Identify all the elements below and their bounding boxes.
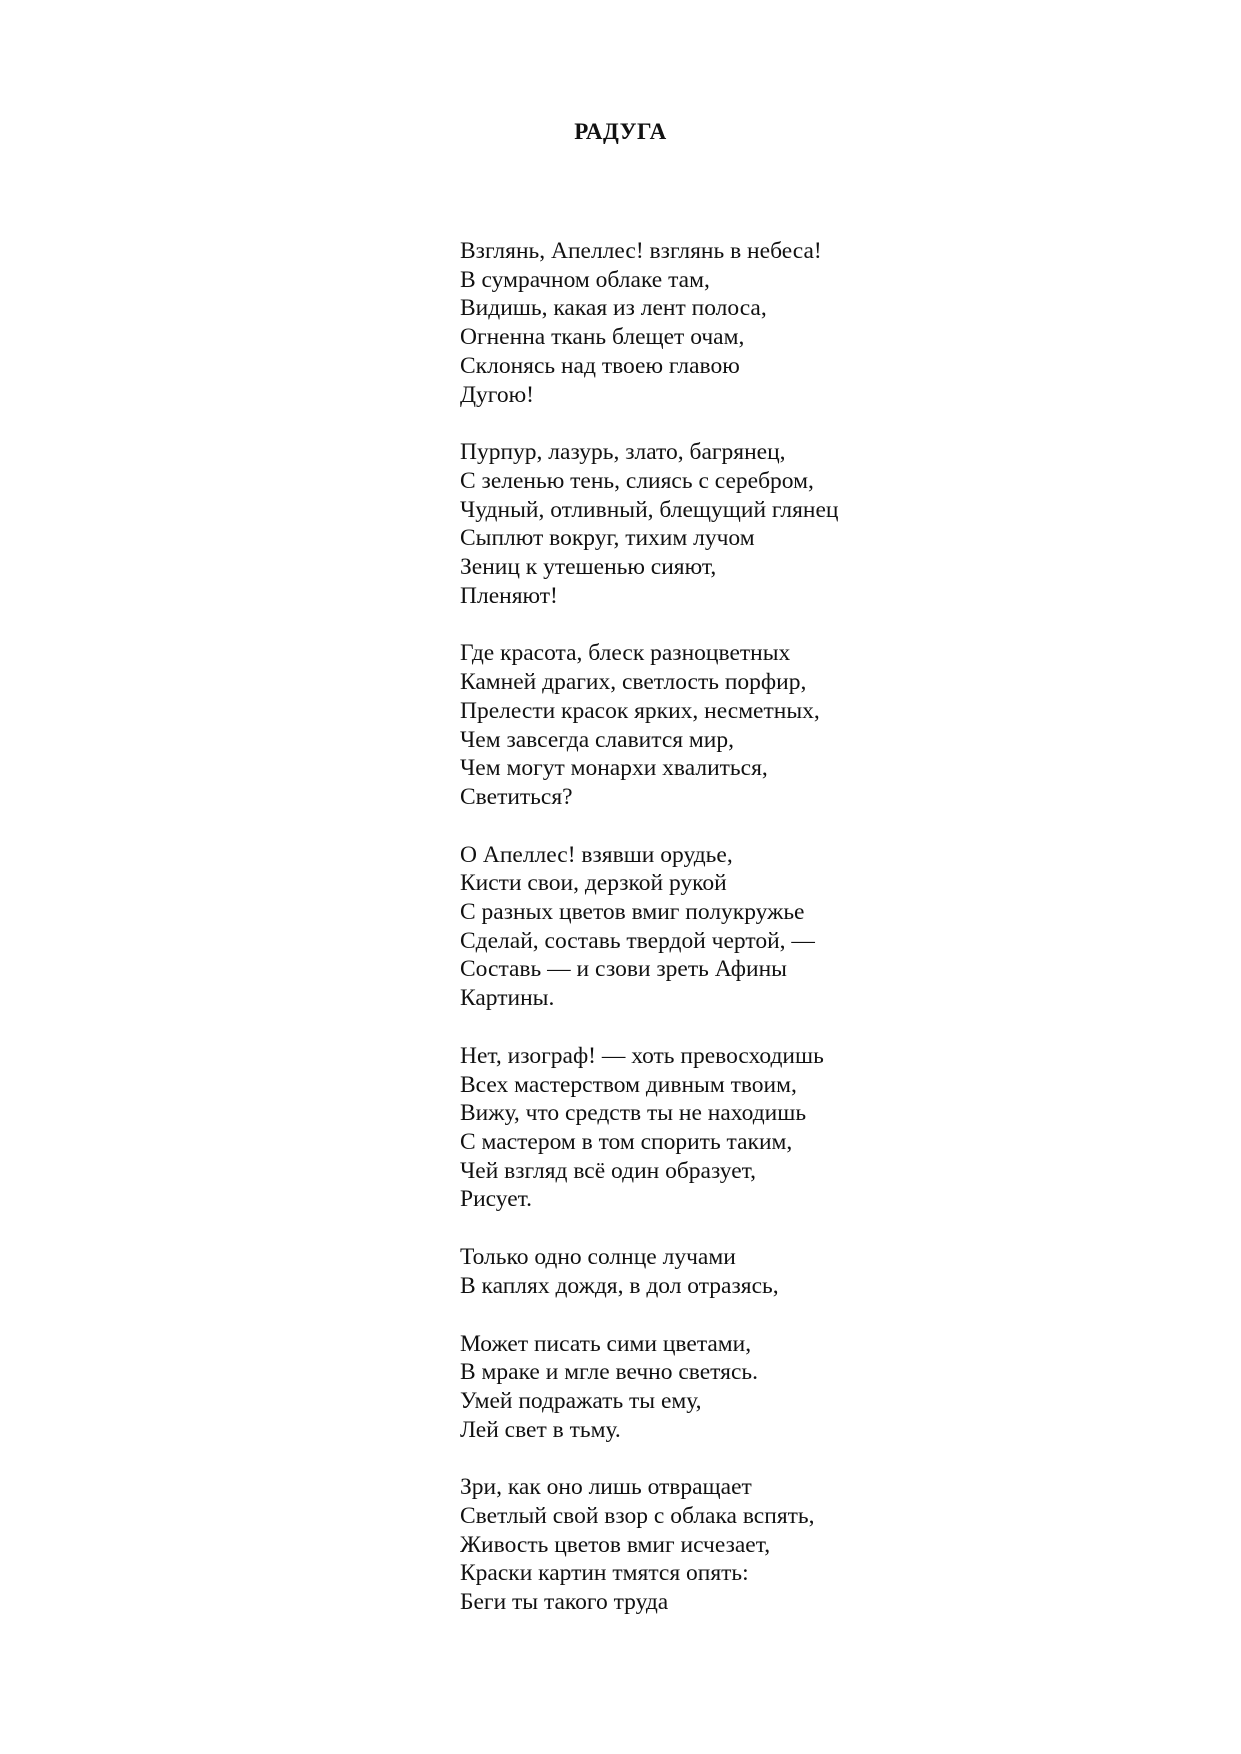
poem-line: Сыплют вокруг, тихим лучом xyxy=(460,525,755,552)
poem-line: В каплях дождя, в дол отразясь, xyxy=(460,1272,779,1299)
poem-line: Чей взгляд всё один образует, xyxy=(460,1157,757,1184)
poem-line: Всех мастерством дивным твоим, xyxy=(460,1071,797,1098)
poem-line: В мраке и мгле вечно светясь. xyxy=(460,1359,758,1386)
stanza-4 xyxy=(460,841,1100,1013)
poem-line: Живость цветов вмиг исчезает, xyxy=(460,1531,771,1558)
poem-line: Составь — и сзови зреть Афины xyxy=(460,956,787,983)
poem-line: Светиться? xyxy=(460,783,573,810)
poem-body xyxy=(460,237,1100,1646)
stanza-3 xyxy=(460,639,1100,811)
poem-line: Лей свет в тьму. xyxy=(460,1416,621,1443)
poem-line: Зениц к утешенью сияют, xyxy=(460,554,717,581)
stanza-7 xyxy=(460,1330,1100,1445)
poem-line: Светлый свой взор с облака вспять, xyxy=(460,1503,815,1530)
poem-line: Только одно солнце лучами xyxy=(460,1244,736,1271)
poem-line: Беги ты такого труда xyxy=(460,1589,669,1616)
poem-line: Рисует. xyxy=(460,1186,533,1213)
poem-line: Краски картин тмятся опять: xyxy=(460,1560,749,1587)
poem-line: С мастером в том спорить таким, xyxy=(460,1128,793,1155)
poem-line: Взглянь, Апеллес! взглянь в небеса! xyxy=(460,238,822,264)
poem-line: Огненна ткань блещет очам, xyxy=(460,324,745,351)
stanza-5 xyxy=(460,1042,1100,1214)
poem-line: Чудный, отливный, блещущий глянец xyxy=(460,496,839,523)
poem-line: Кисти свои, дерзкой рукой xyxy=(460,870,727,897)
poem-line: С зеленью тень, слиясь с серебром, xyxy=(460,467,814,494)
poem-line: Чем завсегда славится мир, xyxy=(460,726,735,753)
poem-line: Дугою! xyxy=(460,381,534,408)
poem-line: Чем могут монархи хвалиться, xyxy=(460,755,768,782)
poem-line: Зри, как оно лишь отвращает xyxy=(460,1474,752,1501)
poem-line: Сделай, составь твердой чертой, — xyxy=(460,927,815,954)
stanza-6 xyxy=(460,1243,1100,1300)
poem-line: Нет, изограф! — хоть превосходишь xyxy=(460,1042,824,1069)
poem-line: О Апеллес! взявши орудье, xyxy=(460,841,733,868)
poem-line: С разных цветов вмиг полукружье xyxy=(460,899,805,926)
stanza-8 xyxy=(460,1473,1100,1617)
poem-line: Склонясь над твоею главою xyxy=(460,352,740,379)
poem-line: Умей подражать ты ему, xyxy=(460,1387,702,1414)
poem-line: Может писать сими цветами, xyxy=(460,1330,752,1357)
poem-line: Прелести красок ярких, несметных, xyxy=(460,697,820,724)
poem-title: РАДУГА xyxy=(574,119,667,144)
poem-line: Камней драгих, светлость порфир, xyxy=(460,669,807,696)
poem-line: Пленяют! xyxy=(460,582,558,609)
poem-line: Вижу, что средств ты не находишь xyxy=(460,1100,807,1127)
poem-line: В сумрачном облаке там, xyxy=(460,266,710,293)
poem-line: Видишь, какая из лент полоса, xyxy=(460,295,767,322)
stanza-2 xyxy=(460,438,1100,610)
poem-line: Пурпур, лазурь, злато, багрянец, xyxy=(460,439,786,466)
stanza-1 xyxy=(460,237,1100,409)
poem-line: Где красота, блеск разноцветных xyxy=(460,640,791,667)
poem-line: Картины. xyxy=(460,985,555,1012)
